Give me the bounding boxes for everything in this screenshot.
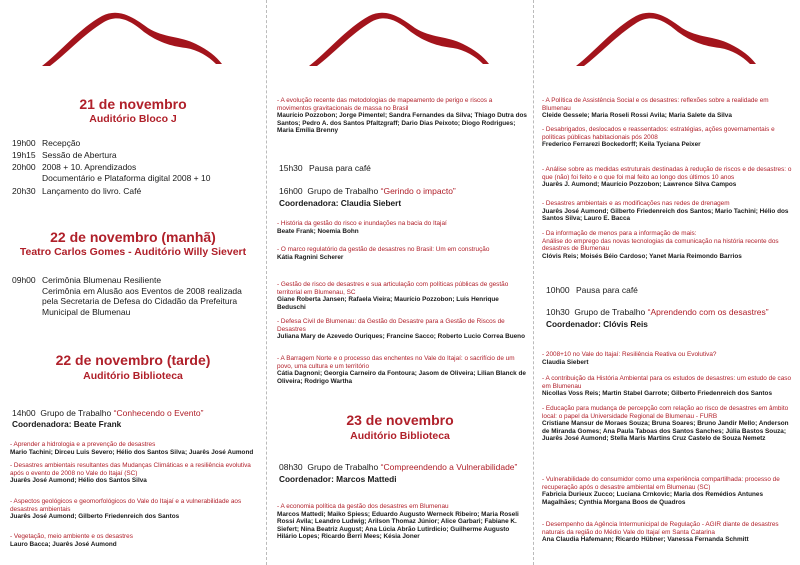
coordinator: Coordenador: Clóvis Reis <box>546 319 648 329</box>
gt-name: “Conhecendo o Evento” <box>113 408 204 418</box>
list-item <box>542 126 792 149</box>
column-2 <box>266 0 532 565</box>
item-authors: Cleide Gessele; Maria Roseli Rossi Avila; Maria Salete da Silva <box>542 112 732 120</box>
item-title: - 2008+10 no Vale do Itajaí: Resiliência Reativa ou Evolutiva? <box>542 351 717 358</box>
schedule-desc: 2008 + 10. Aprendizados Documentário e Plataforma digital 2008 + 10 <box>42 162 211 183</box>
list-item <box>542 476 792 506</box>
gt-name: “Aprendendo com os desastres” <box>647 307 769 317</box>
item-authors: Juarês José Aumond; Gilberto Friedenreich dos Santos; Mario Tachini; Hélio dos Santos Silva; Lauro E. Bacca <box>542 207 789 223</box>
item-authors: Frederico Ferrarezi Bockedorff; Keila Tyciana Peixer <box>542 141 701 149</box>
schedule-time: 10h00 <box>546 285 570 295</box>
venue-teatro: Teatro Carlos Gomes - Auditório Willy Sievert <box>19 246 247 258</box>
item-title: - Aspectos geológicos e geomorfológicos do Vale do Itajaí e a vulnerabilidade aos desastres ambientais <box>10 498 242 513</box>
column-1 <box>0 0 266 565</box>
item-authors: Ana Claudia Hafemann; Ricardo Hübner; Vanessa Fernanda Schmitt <box>542 536 749 544</box>
item-title: - A Barragem Norte e o processo das enchentes no Vale do Itajaí: o sacrifício de um povo, uma cultura e um território <box>277 355 515 370</box>
schedule-time: 20h30 <box>12 186 36 196</box>
item-authors: Kátia Ragnini Scherer <box>277 253 344 261</box>
list-item <box>542 230 792 260</box>
working-group-heading <box>12 408 262 419</box>
schedule-row <box>12 186 260 197</box>
list-item <box>542 200 792 223</box>
coffee-break <box>546 285 794 296</box>
list-item <box>542 405 792 443</box>
item-authors: Cristiane Mansur de Moraes Souza; Bruna Soares; Bruno Jandir Mello; Anderson de Miranda Gomes; Ana Paula Taboas dos Santos Sanches; Júlia Bastos Souza; Juarês José Aumond; Stella Maris Martins Cruz Castelo de Souza Nemetz <box>542 420 789 443</box>
schedule-desc: Pausa para café <box>576 285 638 295</box>
item-title: - Desempenho da Agência Intermunicipal de Regulação - AGIR diante de desastres naturais da região do Médio Vale do Itajaí em Santa Catarina <box>542 521 779 536</box>
schedule-desc: Pausa para café <box>309 163 371 173</box>
item-authors: Clóvis Reis; Moisés Béio Cardoso; Yanet María Reimondo Barrios <box>542 252 742 260</box>
schedule-time: 15h30 <box>279 163 303 173</box>
item-title: - Aprender a hidrologia e a prevenção de desastres <box>10 441 156 448</box>
list-item <box>542 166 792 189</box>
roof-logo-icon <box>40 8 225 68</box>
gt-time: 14h00 <box>12 408 36 418</box>
coordinator: Coordenador: Marcos Mattedi <box>279 474 397 484</box>
gt-time: 10h30 <box>546 307 570 317</box>
item-authors: Juliana Mary de Azevedo Ouriques; Francine Sacco; Roberto Lucio Correa Bueno <box>277 333 525 341</box>
gt-label: Grupo de Trabalho <box>307 186 379 196</box>
list-item <box>10 462 260 485</box>
venue-biblioteca: Auditório Biblioteca <box>350 430 450 442</box>
schedule-time: 19h15 <box>12 150 36 160</box>
item-authors: Giane Roberta Jansen; Rafaela Vieira; Maurício Pozzobon; Luis Henrique Beduschi <box>277 296 499 311</box>
gt-time: 16h00 <box>279 186 303 196</box>
item-title: - História da gestão do risco e inundações na bacia do Itajaí <box>277 220 447 227</box>
day-title-21-nov: 21 de novembro <box>79 96 187 112</box>
item-title: - Análise sobre as medidas estruturais destinadas à redução de riscos e de desastres: o que (não) foi feito e o que foi mal feito ao longo dos últimos 10 anos <box>542 166 792 181</box>
item-title: - A contribuição da História Ambiental para os estudos de desastres: um estudo de caso em Blumenau <box>542 375 792 390</box>
list-item <box>542 375 792 398</box>
item-authors: Beate Frank; Noemia Bohn <box>277 227 359 235</box>
item-authors: Juarês José Aumond; Hélio dos Santos Silva <box>10 477 147 485</box>
item-authors: Juarês José Aumond; Gilberto Friedenreich dos Santos <box>10 513 180 521</box>
item-title: - Gestão de risco de desastres e sua articulação com políticas públicas de gestão territorial em Blumenau, SC <box>277 281 509 296</box>
list-item <box>277 97 527 135</box>
list-item <box>10 533 260 548</box>
item-title: - A economia política da gestão dos desastres em Blumenau <box>277 503 449 510</box>
day-title-22-nov-morning: 22 de novembro (manhã) <box>50 229 216 245</box>
day-title-22-nov-afternoon: 22 de novembro (tarde) <box>55 352 211 368</box>
list-item <box>10 498 260 521</box>
list-item <box>542 521 792 544</box>
item-title: - Vegetação, meio ambiente e os desastres <box>10 533 133 540</box>
item-title: - Defesa Civil de Blumenau: da Gestão do Desastre para a Gestão de Riscos de Desastres <box>277 318 505 333</box>
item-title: - Da informação de menos para a informação de mais: Análise do emprego das novas tecnologias da comunicação na história recente dos desastres de Blumenau <box>542 230 779 253</box>
schedule-time: 19h00 <box>12 138 36 148</box>
item-title: - Desastres ambientais resultantes das Mudanças Climáticas e a resiliência evolutiva após o evento de 2008 no Vale do Itajaí (SC) <box>10 462 251 477</box>
item-authors: Maurício Pozzobon; Jorge Pimentel; Sandra Fernandes da Silva; Thiago Dutra dos Santos; Pedro A. dos Santos Pfaltzgraff; Dario Dias Peixoto; Diogo Rodrigues; Maria Emília Brenny <box>277 112 527 135</box>
item-authors: Juarês J. Aumond; Maurício Pozzobon; Lawrence Silva Campos <box>542 181 737 189</box>
schedule-time: 20h00 <box>12 162 36 172</box>
gt-name: “Compreendendo a Vulnerabilidade” <box>380 462 518 472</box>
venue-bloco-j: Auditório Bloco J <box>89 113 177 125</box>
schedule-desc: Recepção <box>42 138 81 148</box>
schedule-row <box>12 275 260 317</box>
venue-biblioteca: Auditório Biblioteca <box>83 370 183 382</box>
item-authors: Nicollas Voss Reis; Martin Stabel Garrote; Gilberto Friedenreich dos Santos <box>542 390 772 398</box>
list-item <box>277 220 527 235</box>
list-item <box>277 246 527 261</box>
schedule-desc: Cerimônia Blumenau Resiliente Cerimônia em Alusão aos Eventos de 2008 realizada pela Secretaria de Defesa do Cidadão da Prefeitura Municipal de Blumenau <box>42 275 242 317</box>
gt-label: Grupo de Trabalho <box>40 408 112 418</box>
schedule-desc: Sessão de Abertura <box>42 150 117 160</box>
item-title: - A evolução recente das metodologias de mapeamento de perigo e riscos a movimentos gravitacionais de massa no Brasil <box>277 97 493 112</box>
list-item <box>542 97 792 120</box>
item-title: - Desabrigados, deslocados e reassentados: estratégias, ações governamentais e políticas públicas habitacionais pós 2008 <box>542 126 775 141</box>
gt-time: 08h30 <box>279 462 303 472</box>
item-title: - A Política de Assistência Social e os desastres: reflexões sobre a realidade em Blumenau <box>542 97 769 112</box>
day-title-23-nov: 23 de novembro <box>346 412 454 428</box>
list-item <box>10 441 260 456</box>
column-3 <box>533 0 799 565</box>
roof-logo-icon <box>307 8 492 68</box>
working-group-heading <box>279 462 529 473</box>
item-authors: Fabricia Durieux Zucco; Luciana Crnkovic; Maria dos Remédios Antunes Magalhães; Cynthia Morgana Boos de Quadros <box>542 491 764 506</box>
coordinator: Coordenadora: Beate Frank <box>12 419 122 429</box>
coordinator: Coordenadora: Claudia Siebert <box>279 198 402 208</box>
item-authors: Mario Tachini; Dirceu Luis Severo; Hélio dos Santos Silva; Juarês José Aumond <box>10 448 254 456</box>
item-authors: Marcos Mattedi; Maiko Spiess; Eduardo Augusto Werneck Ribeiro; Maria Roseli Rossi Avila; Leandro Ludwig; Arilson Thomaz Júnior; Alice Garbari; Fabiane K. Siefert; Nina Beatriz August; Ana Lúcia Abrão Lutirdicio; Guilherme Augusto Hilário Lopes; Ricardo Berri Mees; Késia Joner <box>277 510 519 541</box>
list-item <box>277 281 527 311</box>
item-title: - Educação para mudança de percepção com relação ao risco de desastres em âmbito local: o papel da Universidade Regional de Blumenau - FURB <box>542 405 789 420</box>
schedule-row <box>12 162 260 183</box>
roof-logo-icon <box>574 8 759 68</box>
list-item <box>277 355 527 385</box>
item-authors: Lauro Bacca; Juarês José Aumond <box>10 540 117 548</box>
gt-label: Grupo de Trabalho <box>307 462 379 472</box>
working-group-heading <box>546 307 796 318</box>
list-item <box>277 318 527 341</box>
gt-name: “Gerindo o impacto” <box>380 186 456 196</box>
item-authors: Claudia Siebert <box>542 358 589 366</box>
item-authors: Cátia Dagnoni; Georgia Carneiro da Fontoura; Jasom de Oliveira; Lilian Blanck de Oliveira; Rodrigo Wartha <box>277 370 526 385</box>
item-title: - O marco regulatório da gestão de desastres no Brasil: Um em construção <box>277 246 490 253</box>
list-item <box>277 503 527 541</box>
list-item <box>542 351 792 366</box>
gt-label: Grupo de Trabalho <box>574 307 646 317</box>
schedule-row <box>12 138 260 149</box>
schedule-desc: Lançamento do livro. Café <box>42 186 142 196</box>
coffee-break <box>279 163 527 174</box>
item-title: - Desastres ambientais e as modificações nas redes de drenagem <box>542 200 730 207</box>
schedule-time: 09h00 <box>12 275 36 285</box>
working-group-heading <box>279 186 529 197</box>
schedule-row <box>12 150 260 161</box>
item-title: - Vulnerabilidade do consumidor como uma experiência compartilhada: processo de recuperação após o desastre ambiental em Blumenau (SC) <box>542 476 780 491</box>
